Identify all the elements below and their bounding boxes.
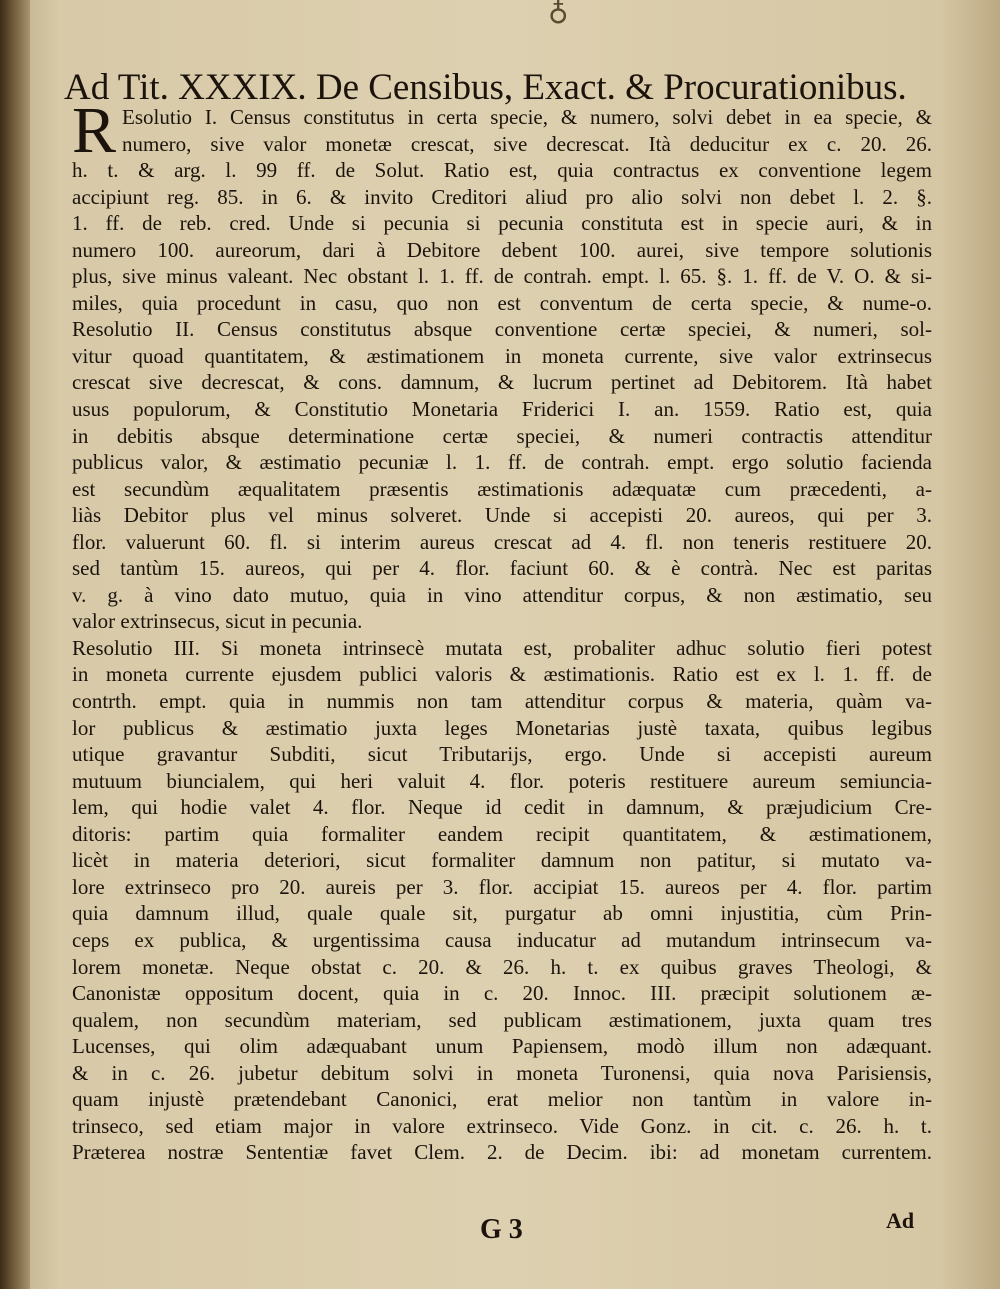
text-line: numero 100. aureorum, dari à Debitore debent 100. aurei, sive tempore solutionis bbox=[72, 237, 932, 262]
drop-capital: R bbox=[72, 94, 117, 167]
text-line: Præterea nostræ Sententiæ favet Clem. 2. de Decim. ibi: ad monetam currentem. bbox=[72, 1140, 932, 1165]
text-line: v. g. à vino dato mutuo, quia in vino attenditur corpus, & non æstimatio, seu bbox=[72, 582, 932, 607]
text-line: in debitis absque determinatione certæ speciei, & numeri contractis attenditur bbox=[72, 423, 932, 448]
text-line: accipiunt reg. 85. in 6. & invito Creditori aliud pro alio solvi non debet l. 2. §. bbox=[72, 184, 932, 209]
text-line: liàs Debitor plus vel minus solveret. Unde si accepisti 20. aureos, qui per 3. bbox=[72, 503, 932, 528]
text-line: crescat sive decrescat, & cons. damnum, & lucrum pertinet ad Debitorem. Ità habet bbox=[72, 370, 932, 395]
text-line: publicus valor, & æstimatio pecuniæ l. 1. ff. de contrah. empt. ergo solutio facienda bbox=[72, 450, 932, 475]
ornament-icon: ♁ bbox=[548, 0, 569, 27]
text-line: plus, sive minus valeant. Nec obstant l. 1. ff. de contrah. empt. l. 65. §. 1. ff. de V. O. & si- bbox=[72, 264, 932, 289]
text-line: utique gravantur Subditi, sicut Tributarijs, ergo. Unde si accepisti aureum bbox=[72, 742, 932, 767]
text-line: quia damnum illud, quale quale sit, purgatur ab omni injustitia, cùm Prin- bbox=[72, 901, 932, 926]
text-line: h. t. & arg. l. 99 ff. de Solut. Ratio est, quia contractus ex conventione legem bbox=[72, 158, 932, 183]
text-line: contrth. empt. quia in nummis non tam attenditur corpus & materia, quàm va- bbox=[72, 689, 932, 714]
text-line: miles, quia procedunt in casu, quo non est conventum de certa specie, & nume-o. bbox=[72, 290, 932, 315]
text-line: lem, qui hodie valet 4. flor. Neque id cedit in damnum, & præjudicium Cre- bbox=[72, 795, 932, 820]
signature-mark: G 3 bbox=[480, 1214, 523, 1245]
text-line: Lucenses, qui olim adæquabant unum Papiensem, modò illum non adæquant. bbox=[72, 1034, 932, 1059]
text-line: trinseco, sed etiam major in valore extrinseco. Vide Gonz. in cit. c. 26. h. t. bbox=[72, 1113, 932, 1138]
text-line: lore extrinseco pro 20. aureis per 3. flor. accipiat 15. aureos per 4. flor. partim bbox=[72, 874, 932, 899]
page-title: Ad Tit. XXXIX. De Censibus, Exact. & Procurationibus. bbox=[64, 67, 907, 108]
text-line: Canonistæ oppositum docent, quia in c. 20. Innoc. III. præcipit solutionem æ- bbox=[72, 981, 932, 1006]
text-line: ditoris: partim quia formaliter eandem recipit quantitatem, & æstimationem, bbox=[72, 821, 932, 846]
text-line: est secundùm æqualitatem præsentis æstimationis adæquatæ cum præcedenti, a- bbox=[72, 476, 932, 501]
text-line: numero, sive valor monetæ crescat, sive decrescat. Ità deducitur ex c. 20. 26. bbox=[122, 131, 932, 156]
catchword: Ad bbox=[886, 1208, 915, 1233]
book-gutter bbox=[0, 0, 30, 1289]
text-line: flor. valuerunt 60. fl. si interim aureus crescat ad 4. fl. non teneris restituere 20. bbox=[72, 529, 932, 554]
text-line: ceps ex publica, & urgentissima causa inducatur ad mutandum intrinsecum va- bbox=[72, 927, 932, 952]
text-line: & in c. 26. jubetur debitum solvi in moneta Turonensi, quia nova Parisiensis, bbox=[72, 1060, 932, 1085]
text-line: vitur quoad quantitatem, & æstimationem in moneta currente, sive valor extrinsecus bbox=[72, 343, 932, 368]
text-line: Resolutio II. Census constitutus absque conventione certæ speciei, & numeri, sol- bbox=[72, 317, 932, 342]
text-line: lor publicus & æstimatio juxta leges Monetarias justè taxata, quibus legibus bbox=[72, 715, 932, 740]
text-line: in moneta currente ejusdem publici valoris & æstimationis. Ratio est ex l. 1. ff. de bbox=[72, 662, 932, 687]
text-line: mutuum biuncialem, qui heri valuit 4. flor. poteris restituere aureum semiuncia- bbox=[72, 768, 932, 793]
text-line: valor extrinsecus, sicut in pecunia. bbox=[72, 609, 363, 634]
body-text bbox=[72, 94, 932, 1166]
text-line: lorem monetæ. Neque obstat c. 20. & 26. h. t. ex quibus graves Theologi, & bbox=[72, 954, 932, 979]
text-line: qualem, non secundùm materiam, sed publicam æstimationem, juxta quam tres bbox=[72, 1007, 932, 1032]
text-line: quam injustè prætendebant Canonici, erat melior non tantùm in valore in- bbox=[72, 1087, 932, 1112]
text-line: sed tantùm 15. aureos, qui per 4. flor. faciunt 60. & è contrà. Nec est paritas bbox=[72, 556, 932, 581]
text-line: Resolutio III. Si moneta intrinsecè mutata est, probaliter adhuc solutio fieri potest bbox=[72, 635, 932, 660]
text-line: licèt in materia deteriori, sicut formaliter damnum non patitur, si mutato va- bbox=[72, 848, 932, 873]
text-line: usus populorum, & Constitutio Monetaria Friderici I. an. 1559. Ratio est, quia bbox=[72, 397, 932, 422]
text-line: Esolutio I. Census constitutus in certa specie, & numero, solvi debet in ea specie, & bbox=[122, 105, 932, 129]
text-line: 1. ff. de reb. cred. Unde si pecunia si pecunia constituta est in specie auri, & in bbox=[72, 211, 932, 236]
